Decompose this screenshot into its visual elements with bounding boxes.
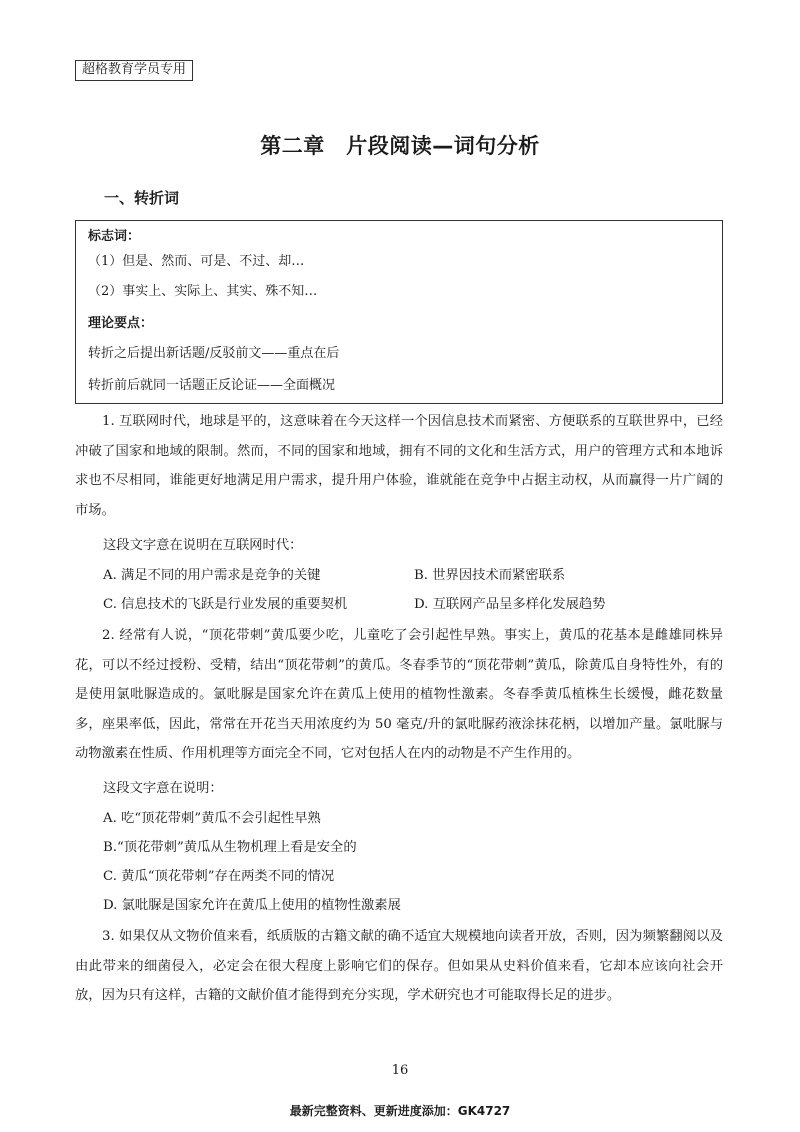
theory-line-2: 转折前后就同一话题正反论证——全面概况 xyxy=(88,378,336,393)
question-1-prompt: 这段文字意在说明在互联网时代： xyxy=(103,538,303,553)
question-3-text: 3. 如果仅从文物价值来看，纸质版的古籍文献的确不适宜大规模地向读者开放，否则，因为频繁翻阅以及由此带来的细菌侵入，必定会在很大程度上影响它们的保存。但如果从史料价值来看，它却本应该向社会开放，因为只有这样，古籍的文献价值才能得到充分实现，学术研究也才可能取得长足的进步。 xyxy=(75,929,723,1004)
theory-label: 理论要点： xyxy=(88,316,154,331)
question-1-text: 1. 互联网时代，地球是平的，这意味着在今天这样一个因信息技术而紧密、方便联系的互联世界中，已经冲破了国家和地域的限制。然而，不同的国家和地域，拥有不同的文化和生活方式，用户的管理方式和本地诉求也不尽相同，谁能更好地满足用户需求，提升用户体验，谁就能在竞争中占据主动权，从而赢得一片广阔的市场。 xyxy=(75,414,723,518)
question-2-text: 2. 经常有人说，“顶花带刺”黄瓜要少吃，儿童吃了会引起性早熟。事实上，黄瓜的花基本是雌雄同株异花，可以不经过授粉、受精，结出“顶花带刺”的黄瓜。冬春季节的“顶花带刺”黄瓜，除黄瓜自身特性外，有的是使用氯吡脲造成的。氯吡脲是国家允许在黄瓜上使用的植物性激素。冬春季黄瓜植株生长缓慢，雌花数量多，座果率低，因此，常常在开花当天用浓度约为 50 毫克/升的氯吡脲药液涂抹花柄，以增加产量。氯吡脲与动物激素在性质、作用机理等方面完全不同，它对包括人在内的动物是不产生作用的。 xyxy=(75,628,723,762)
student-use-stamp: 超格教育学员专用 xyxy=(75,60,193,81)
question-2-prompt: 这段文字意在说明： xyxy=(103,781,223,796)
question-1-option-a: A. 满足不同的用户需求是竞争的关键 xyxy=(103,568,321,583)
question-1-option-c: C. 信息技术的飞跃是行业发展的重要契机 xyxy=(103,597,348,612)
marker-line-2: （2）事实上、实际上、其实、殊不知… xyxy=(88,284,318,299)
page-number: 16 xyxy=(391,1063,409,1078)
section-heading: 一、转折词 xyxy=(104,189,180,207)
chapter-title: 第二章 片段阅读—词句分析 xyxy=(260,134,540,158)
question-1-option-b: B. 世界因技术而紧密联系 xyxy=(414,568,566,583)
marker-line-1: （1）但是、然而、可是、不过、却… xyxy=(88,254,305,269)
theory-line-1: 转折之后提出新话题/反驳前文——重点在后 xyxy=(88,346,340,361)
question-2-option-c: C. 黄瓜“顶花带刺”存在两类不同的情况 xyxy=(103,869,335,884)
question-2-option-a: A. 吃“顶花带刺”黄瓜不会引起性早熟 xyxy=(103,811,321,826)
question-2-option-d: D. 氯吡脲是国家允许在黄瓜上使用的植物性激素展 xyxy=(103,898,401,913)
key-points-box xyxy=(75,220,723,404)
footer-note: 最新完整资料、更新进度添加：GK4727 xyxy=(289,1104,511,1118)
markers-label: 标志词： xyxy=(88,229,141,244)
question-1-option-d: D. 互联网产品呈多样化发展趋势 xyxy=(414,597,606,612)
question-2-option-b: B.“顶花带刺”黄瓜从生物机理上看是安全的 xyxy=(103,840,357,855)
